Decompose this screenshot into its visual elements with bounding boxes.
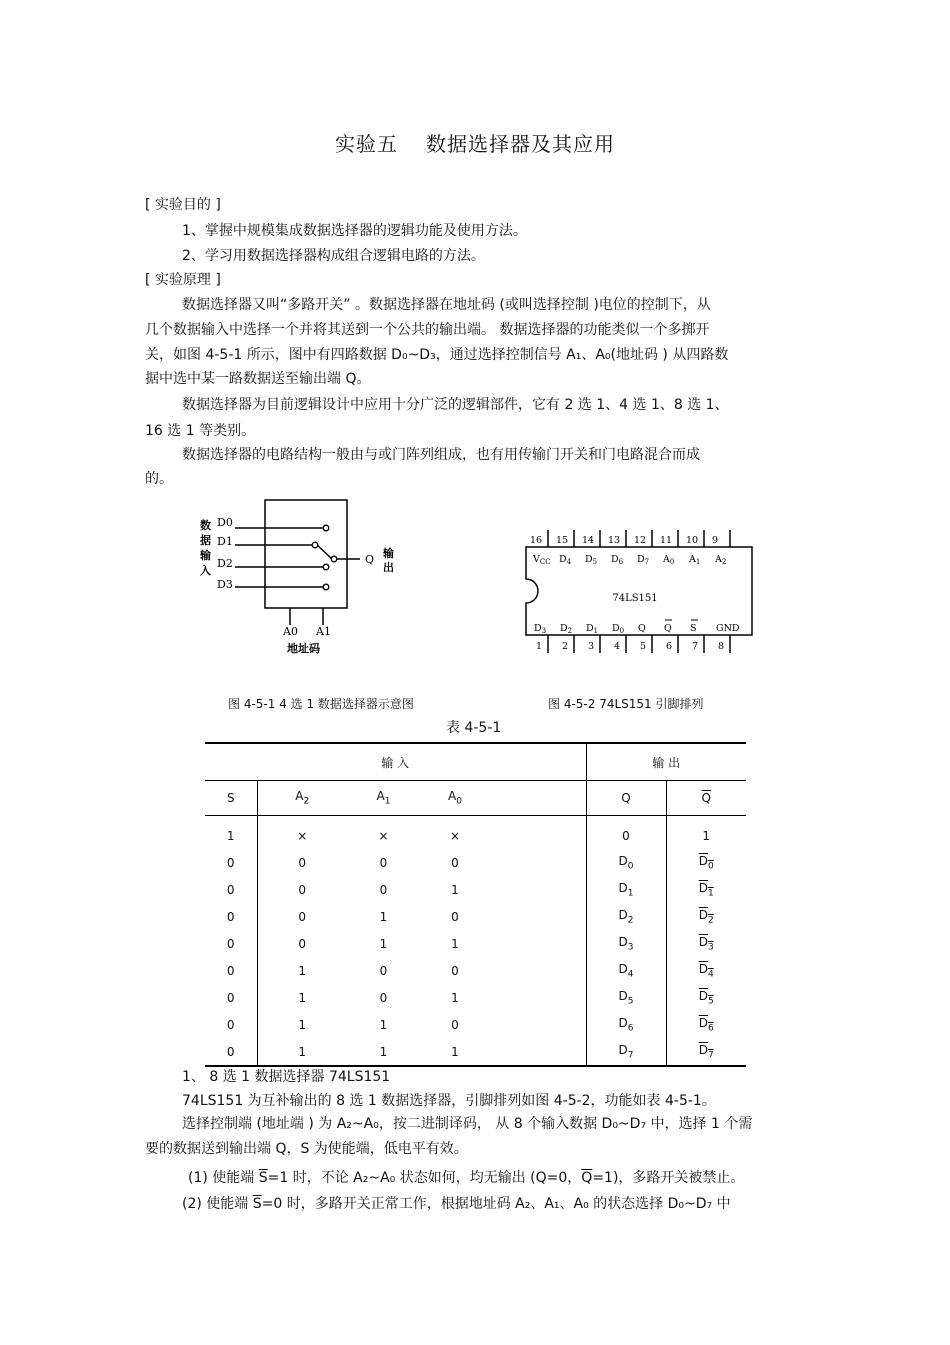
q-bar: $\overline{Q}$ — [581, 1170, 593, 1186]
chip-name: 74LS151 — [612, 593, 658, 604]
top-label-0: $V_{CC}$ — [533, 554, 551, 566]
table-cell: 0 — [226, 909, 235, 924]
side-label-4: 入 — [200, 564, 211, 577]
table-cell: 0 — [226, 1044, 235, 1059]
after-line5: (2) 使能端 $\overline{S}=0$ 时，多路开关正常工作，根据地址码 A₂、A₁、A₀ 的状态选择 D₀~D₇ 中 — [182, 1196, 731, 1212]
table-cell: $D_1$ — [666, 876, 746, 903]
table-row — [205, 849, 746, 876]
bottom-pin-6: 6 — [666, 641, 673, 652]
input-label-d1: D1 — [217, 535, 233, 548]
after-line1: 74LS151 为互补输出的 8 选 1 数据选择器，引脚排列如图 4-5-2，功能如表 4-5-1。 — [182, 1093, 716, 1109]
para1-line4: 据中选中某一路数据送至输出端 Q。 — [145, 371, 371, 387]
table-cell: $D_3$ — [666, 930, 746, 957]
table-cell: 1 — [379, 909, 388, 924]
top-pin-12: 12 — [634, 535, 647, 546]
after-line2: 选择控制端 (地址端 ) 为 A₂~A₀，按二进制译码， 从 8 个输入数据 D₀~D₇ 中，选择 1 个需 — [182, 1116, 753, 1132]
header-a1: $A_1$ — [347, 781, 420, 816]
bottom-label-5: Q — [664, 623, 672, 634]
bottom-pin-7: 7 — [692, 641, 699, 652]
top-pin-13: 13 — [608, 535, 621, 546]
table-cell: 1 — [257, 984, 347, 1011]
input-lines — [235, 528, 360, 625]
table-cell — [490, 984, 586, 1011]
s-bar-2: $\overline{S}$ — [252, 1196, 262, 1212]
purpose-heading: [ 实验目的 ] — [145, 197, 221, 213]
table-cell: $D_6$ — [666, 1011, 746, 1038]
top-label-6: $A_1$ — [689, 554, 701, 566]
table-cell — [490, 1011, 586, 1038]
output-label-q: Q — [365, 553, 375, 566]
table-cell: $D_6$ — [586, 1011, 666, 1038]
header-q: Q — [586, 781, 666, 816]
table-cell — [490, 1038, 586, 1066]
table-cell: 1 — [451, 936, 459, 951]
group-output: 输 出 — [586, 743, 746, 781]
table-cell: $D_4$ — [666, 957, 746, 984]
header-a0: $A_0$ — [420, 781, 490, 816]
top-label-4: $D_7$ — [637, 554, 650, 566]
para3-line1: 数据选择器的电路结构一般由与或门阵列组成，也有用传输门开关和门电路混合而成 — [182, 447, 700, 463]
table-cell — [490, 876, 586, 903]
side-label-3: 输 — [200, 549, 211, 562]
table-cell: 0 — [226, 936, 235, 951]
top-pin-11: 11 — [660, 535, 673, 546]
table-cell: 0 — [379, 855, 388, 870]
top-pin-10: 10 — [686, 535, 699, 546]
after-line3: 要的数据送到输出端 Q，S 为使能端，低电平有效。 — [145, 1141, 468, 1157]
para1-line3: 关，如图 4-5-1 所示，图中有四路数据 D₀~D₃，通过选择控制信号 A₁、A₀(地址码 ) 从四路数 — [145, 347, 729, 363]
top-pin-16: 16 — [530, 535, 543, 546]
table-cell: 0 — [379, 963, 388, 978]
table-cell: $D_2$ — [586, 903, 666, 930]
group-input: 输 入 — [205, 743, 586, 781]
table-cell: $D_0$ — [586, 849, 666, 876]
table-cell: $D_7$ — [666, 1038, 746, 1066]
top-pin-14: 14 — [582, 535, 595, 546]
table-cell: 1 — [257, 957, 347, 984]
table-cell: 0 — [226, 963, 235, 978]
para1-line1: 数据选择器又叫“多路开关” 。数据选择器在地址码 (或叫选择控制 )电位的控制下，从 — [182, 297, 711, 313]
bottom-label-7: GND — [716, 623, 740, 634]
table-cell — [490, 930, 586, 957]
table-row — [205, 1011, 746, 1038]
table-caption: 表 4-5-1 — [446, 720, 502, 736]
bottom-pin-3: 3 — [588, 641, 595, 652]
input-label-d2: D2 — [217, 557, 233, 570]
bottom-label-6: S — [690, 623, 697, 634]
input-label-d3: D3 — [217, 578, 233, 591]
address-label: 地址码 — [287, 642, 320, 655]
table-cell — [490, 903, 586, 930]
table-cell — [490, 816, 586, 850]
para2-line2: 16 选 1 等类别。 — [145, 423, 256, 439]
title-part1: 实验五 — [335, 132, 398, 156]
figure2-caption: 图 4-5-2 74LS151 引脚排列 — [548, 697, 704, 711]
principle-heading: [ 实验原理 ] — [145, 272, 221, 288]
side-label-2: 据 — [200, 534, 211, 547]
section-heading-74ls151: 1、 8 选 1 数据选择器 74LS151 — [182, 1069, 391, 1085]
table-cell — [490, 957, 586, 984]
table-cell: × — [257, 816, 347, 850]
purpose-item-2: 2、学习用数据选择器构成组合逻辑电路的方法。 — [182, 248, 485, 264]
para1-line2: 几个数据输入中选择一个并将其送到一个公共的输出端。 数据选择器的功能类似一个多掷开 — [145, 322, 710, 338]
side-label-1: 数 — [200, 519, 211, 532]
table-row — [205, 984, 746, 1011]
table-cell: $D_1$ — [586, 876, 666, 903]
figure-4-5-1 — [195, 495, 425, 665]
table-cell: 0 — [257, 876, 347, 903]
para3-line2: 的。 — [145, 471, 173, 487]
top-label-7: $A_2$ — [715, 554, 727, 566]
input-label-d0: D0 — [217, 516, 233, 529]
table-cell: 0 — [451, 963, 459, 978]
bottom-pin-1: 1 — [536, 641, 543, 652]
header-qbar: $\overline{Q}$ — [666, 781, 746, 816]
table-row — [205, 903, 746, 930]
bottom-label-0: $D_3$ — [534, 623, 547, 635]
bottom-pin-8: 8 — [718, 641, 725, 652]
table-row — [205, 876, 746, 903]
para2-line1: 数据选择器为目前逻辑设计中应用十分广泛的逻辑部件，它有 2 选 1、4 选 1、8 选 1、 — [182, 397, 729, 413]
header-a2: $A_2$ — [257, 781, 347, 816]
top-label-1: $D_4$ — [559, 554, 572, 566]
truth-table — [205, 742, 746, 1067]
purpose-item-1: 1、掌握中规模集成数据选择器的逻辑功能及使用方法。 — [182, 223, 527, 239]
table-row — [205, 1038, 746, 1066]
table-cell: 0 — [379, 882, 388, 897]
table-cell: 1 — [451, 990, 459, 1005]
table-cell: 0 — [226, 990, 235, 1005]
table-cell: 0 — [586, 816, 666, 850]
table-cell: 1 — [451, 882, 459, 897]
table-cell: 1 — [379, 936, 388, 951]
bottom-pin-5: 5 — [640, 641, 647, 652]
table-cell: 1 — [257, 1011, 347, 1038]
table-cell: × — [378, 828, 389, 843]
table-row — [205, 930, 746, 957]
table-cell: 0 — [451, 1017, 459, 1032]
bottom-label-1: $D_2$ — [560, 623, 573, 635]
table-cell: 0 — [257, 849, 347, 876]
top-label-3: $D_6$ — [611, 554, 624, 566]
table-cell: 0 — [379, 990, 388, 1005]
title-part2: 数据选择器及其应用 — [426, 132, 615, 156]
top-label-2: $D_5$ — [585, 554, 598, 566]
figure-4-5-2 — [520, 525, 760, 660]
top-pin-9: 9 — [712, 535, 719, 546]
table-cell: 0 — [451, 855, 459, 870]
address-a1: A1 — [316, 625, 331, 638]
table-cell: 0 — [226, 882, 235, 897]
bottom-pin-2: 2 — [562, 641, 569, 652]
top-label-5: $A_0$ — [663, 554, 675, 566]
table-cell: × — [449, 828, 461, 843]
bottom-label-4: Q — [638, 623, 646, 634]
table-cell: $D_0$ — [666, 849, 746, 876]
output-label-2: 出 — [383, 561, 394, 574]
table-cell: 1 — [379, 1044, 388, 1059]
table-cell: $D_2$ — [666, 903, 746, 930]
bottom-label-2: $D_1$ — [586, 623, 599, 635]
table-cell: $D_5$ — [586, 984, 666, 1011]
page-title — [0, 128, 950, 157]
table-cell — [490, 849, 586, 876]
output-label-1: 输 — [383, 547, 394, 560]
bottom-pin-4: 4 — [614, 641, 621, 652]
header-s: S — [205, 781, 257, 816]
table-cell: 0 — [257, 930, 347, 957]
table-cell: 1 — [226, 828, 235, 843]
table-row — [205, 957, 746, 984]
bottom-label-3: $D_0$ — [612, 623, 625, 635]
table-cell: $D_7$ — [586, 1038, 666, 1066]
table-row — [205, 816, 746, 850]
table-cell: 0 — [226, 1017, 235, 1032]
s-bar: $\overline{S}$ — [258, 1170, 268, 1186]
top-pin-15: 15 — [556, 535, 569, 546]
table-cell: 0 — [257, 903, 347, 930]
table-cell: 1 — [451, 1044, 459, 1059]
figure1-caption: 图 4-5-1 4 选 1 数据选择器示意图 — [228, 697, 414, 711]
after-line4: (1) 使能端 $\overline{S}=1$ 时，不论 A₂~A₀ 状态如何，均无输出 (Q=0，$\overline{Q}=1$)，多路开关被禁止。 — [188, 1170, 745, 1186]
table-cell: 1 — [379, 1017, 388, 1032]
table-cell: 1 — [666, 816, 746, 850]
table-cell: $D_5$ — [666, 984, 746, 1011]
table-cell: 1 — [257, 1038, 347, 1066]
table-cell: $D_4$ — [586, 957, 666, 984]
table-cell: $D_3$ — [586, 930, 666, 957]
table-cell: 0 — [226, 855, 235, 870]
table-cell: 0 — [451, 909, 459, 924]
address-a0: A0 — [283, 625, 298, 638]
